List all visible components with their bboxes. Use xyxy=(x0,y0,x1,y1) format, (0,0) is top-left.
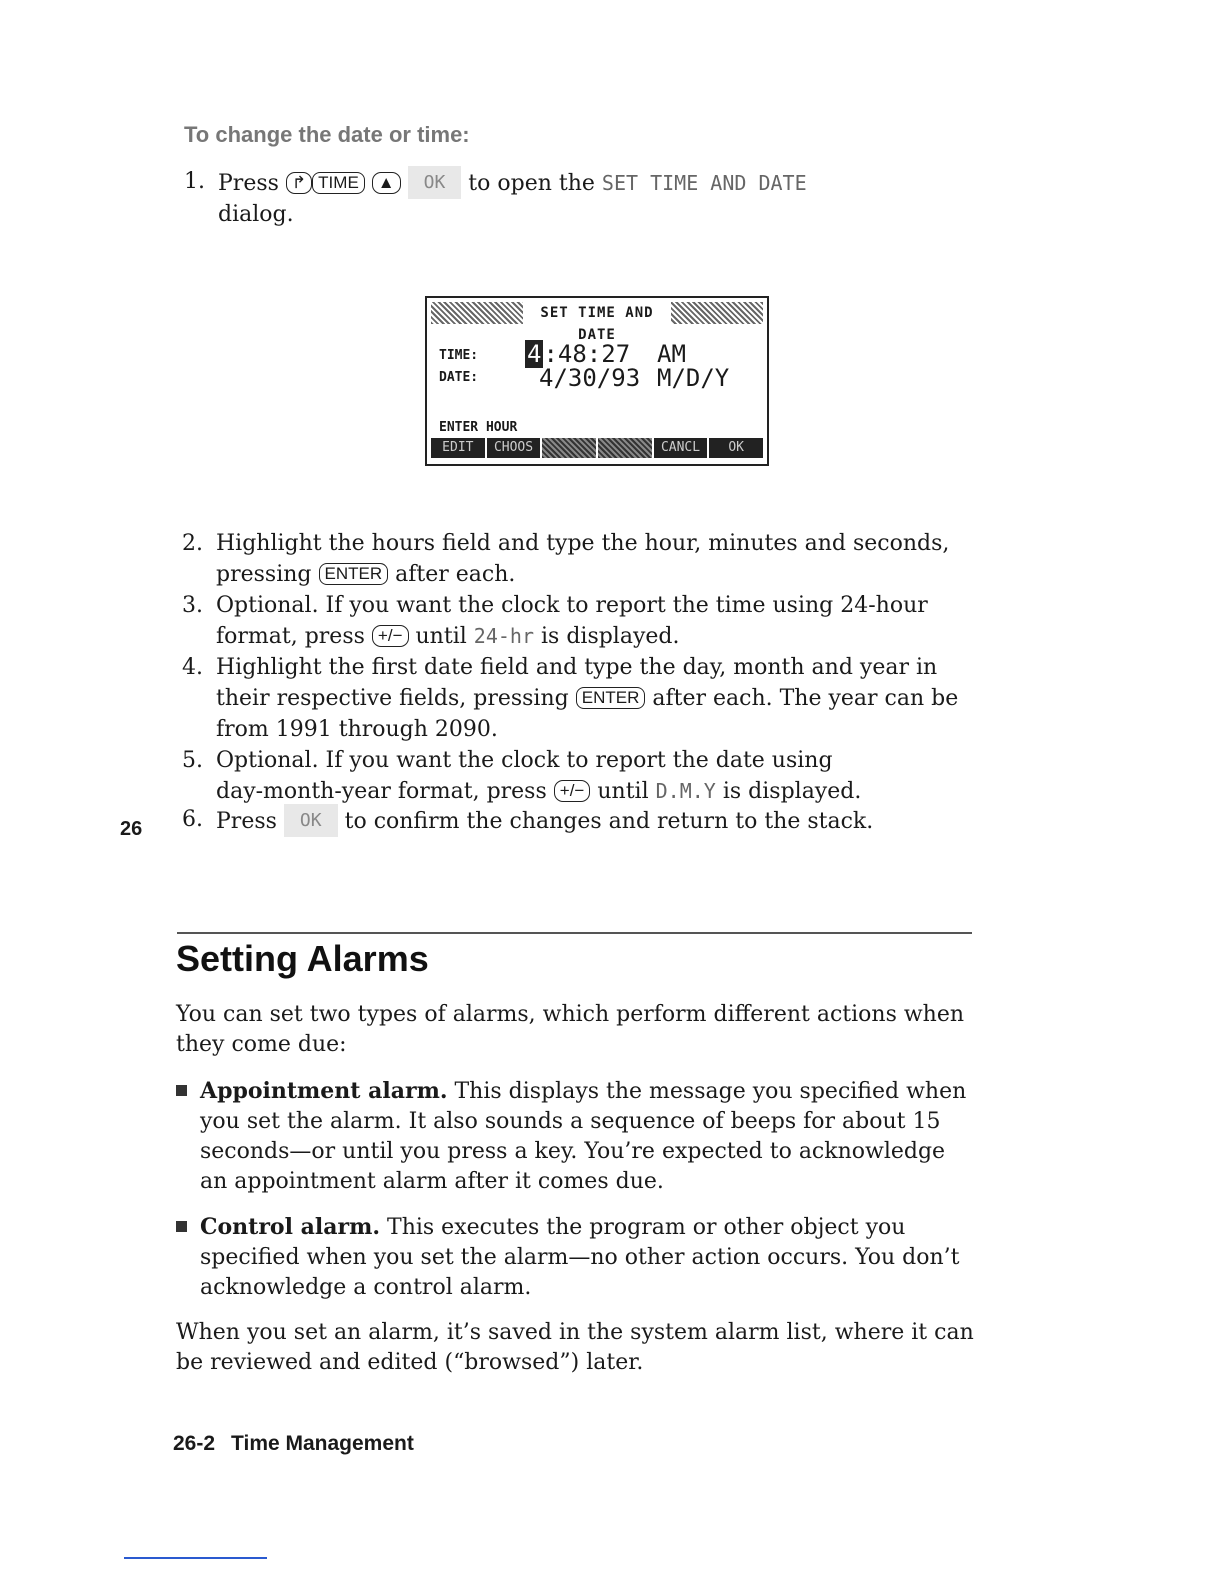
up-arrow-key-icon: ▲ xyxy=(372,172,401,194)
step-2: 2. Highlight the hours field and type the hour, minutes and seconds, pressing ENTER after each. xyxy=(182,531,950,587)
ok-softkey: OK xyxy=(408,166,462,199)
enter-key: ENTER xyxy=(576,687,646,709)
menu-edit: EDIT xyxy=(431,438,485,458)
step-3: 3. Optional. If you want the clock to report the time using 24-hour format, press +/− until 24-hr is displayed. xyxy=(182,593,928,649)
time-key: TIME xyxy=(312,172,365,194)
screen-title-bar xyxy=(431,302,763,343)
hour-field: 4 xyxy=(527,340,542,368)
dialog-name: SET TIME AND DATE xyxy=(601,171,807,195)
date-label: DATE: xyxy=(439,370,479,385)
bullet-appointment-alarm: Appointment alarm. This displays the message you specified when you set the alarm. It also sounds a sequence of beeps for about 15 seconds—or until you press a key. You’re expected to acknowledge an appointment alarm after it comes due. xyxy=(176,1076,976,1197)
menu-cancl: CANCL xyxy=(654,438,708,458)
chapter-title: Time Management xyxy=(231,1432,414,1455)
date-value: 4/30/93 xyxy=(539,364,641,392)
intro-paragraph: You can set two types of alarms, which perform different actions when they come due: xyxy=(176,1002,965,1057)
ampm-value: AM xyxy=(657,340,686,368)
softkey-menu xyxy=(431,438,763,458)
bullet-square-icon xyxy=(176,1221,187,1232)
plus-minus-key: +/− xyxy=(554,780,591,802)
ok-softkey: OK xyxy=(284,804,338,837)
time-label: TIME: xyxy=(439,348,479,363)
section-heading: Setting Alarms xyxy=(176,938,429,979)
closing-paragraph: When you set an alarm, it’s saved in the system alarm list, where it can be reviewed and edited (“browsed”) later. xyxy=(176,1320,974,1375)
display-24hr: 24-hr xyxy=(473,624,534,648)
menu-choos: CHOOS xyxy=(487,438,541,458)
menu-ok: OK xyxy=(709,438,763,458)
page-footer xyxy=(173,1432,414,1456)
menu-blank-1 xyxy=(542,438,596,458)
time-value: 4:48:27 xyxy=(527,340,631,368)
screen-title: SET TIME AND DATE xyxy=(523,302,671,346)
plus-minus-key: +/− xyxy=(372,625,409,647)
page-number: 26-2 xyxy=(173,1432,216,1455)
section-divider xyxy=(177,932,972,934)
display-dmy: D.M.Y xyxy=(655,779,716,803)
screen-prompt: ENTER HOUR xyxy=(439,420,518,435)
bullet-square-icon xyxy=(176,1085,187,1096)
chapter-tab: 26 xyxy=(120,818,143,840)
step-6: 6. Press OK to confirm the changes and return to the stack. xyxy=(182,804,982,837)
subheading: To change the date or time: xyxy=(184,122,470,147)
right-shift-key-icon: ↱ xyxy=(286,172,312,194)
date-format: M/D/Y xyxy=(657,364,730,392)
step-5: 5. Optional. If you want the clock to report the date using day-month-year format, press +/− until D.M.Y is displayed. xyxy=(182,748,862,804)
step-4: 4. Highlight the first date field and type the day, month and year in their respective fields, pressing ENTER after each. The year can be from 1991 through 2090. xyxy=(182,655,959,742)
bullet-control-alarm: Control alarm. This executes the program or other object you specified when you set the alarm—no other action occurs. You don’t acknowledge a control alarm. xyxy=(176,1212,976,1303)
calculator-screen xyxy=(425,296,769,466)
enter-key: ENTER xyxy=(319,563,389,585)
menu-blank-2 xyxy=(598,438,652,458)
bottom-accent-line xyxy=(124,1557,267,1559)
step-1: 1. Press ↱ TIME ▲ OK to open the SET TIME AND DATE dialog. xyxy=(184,166,984,230)
